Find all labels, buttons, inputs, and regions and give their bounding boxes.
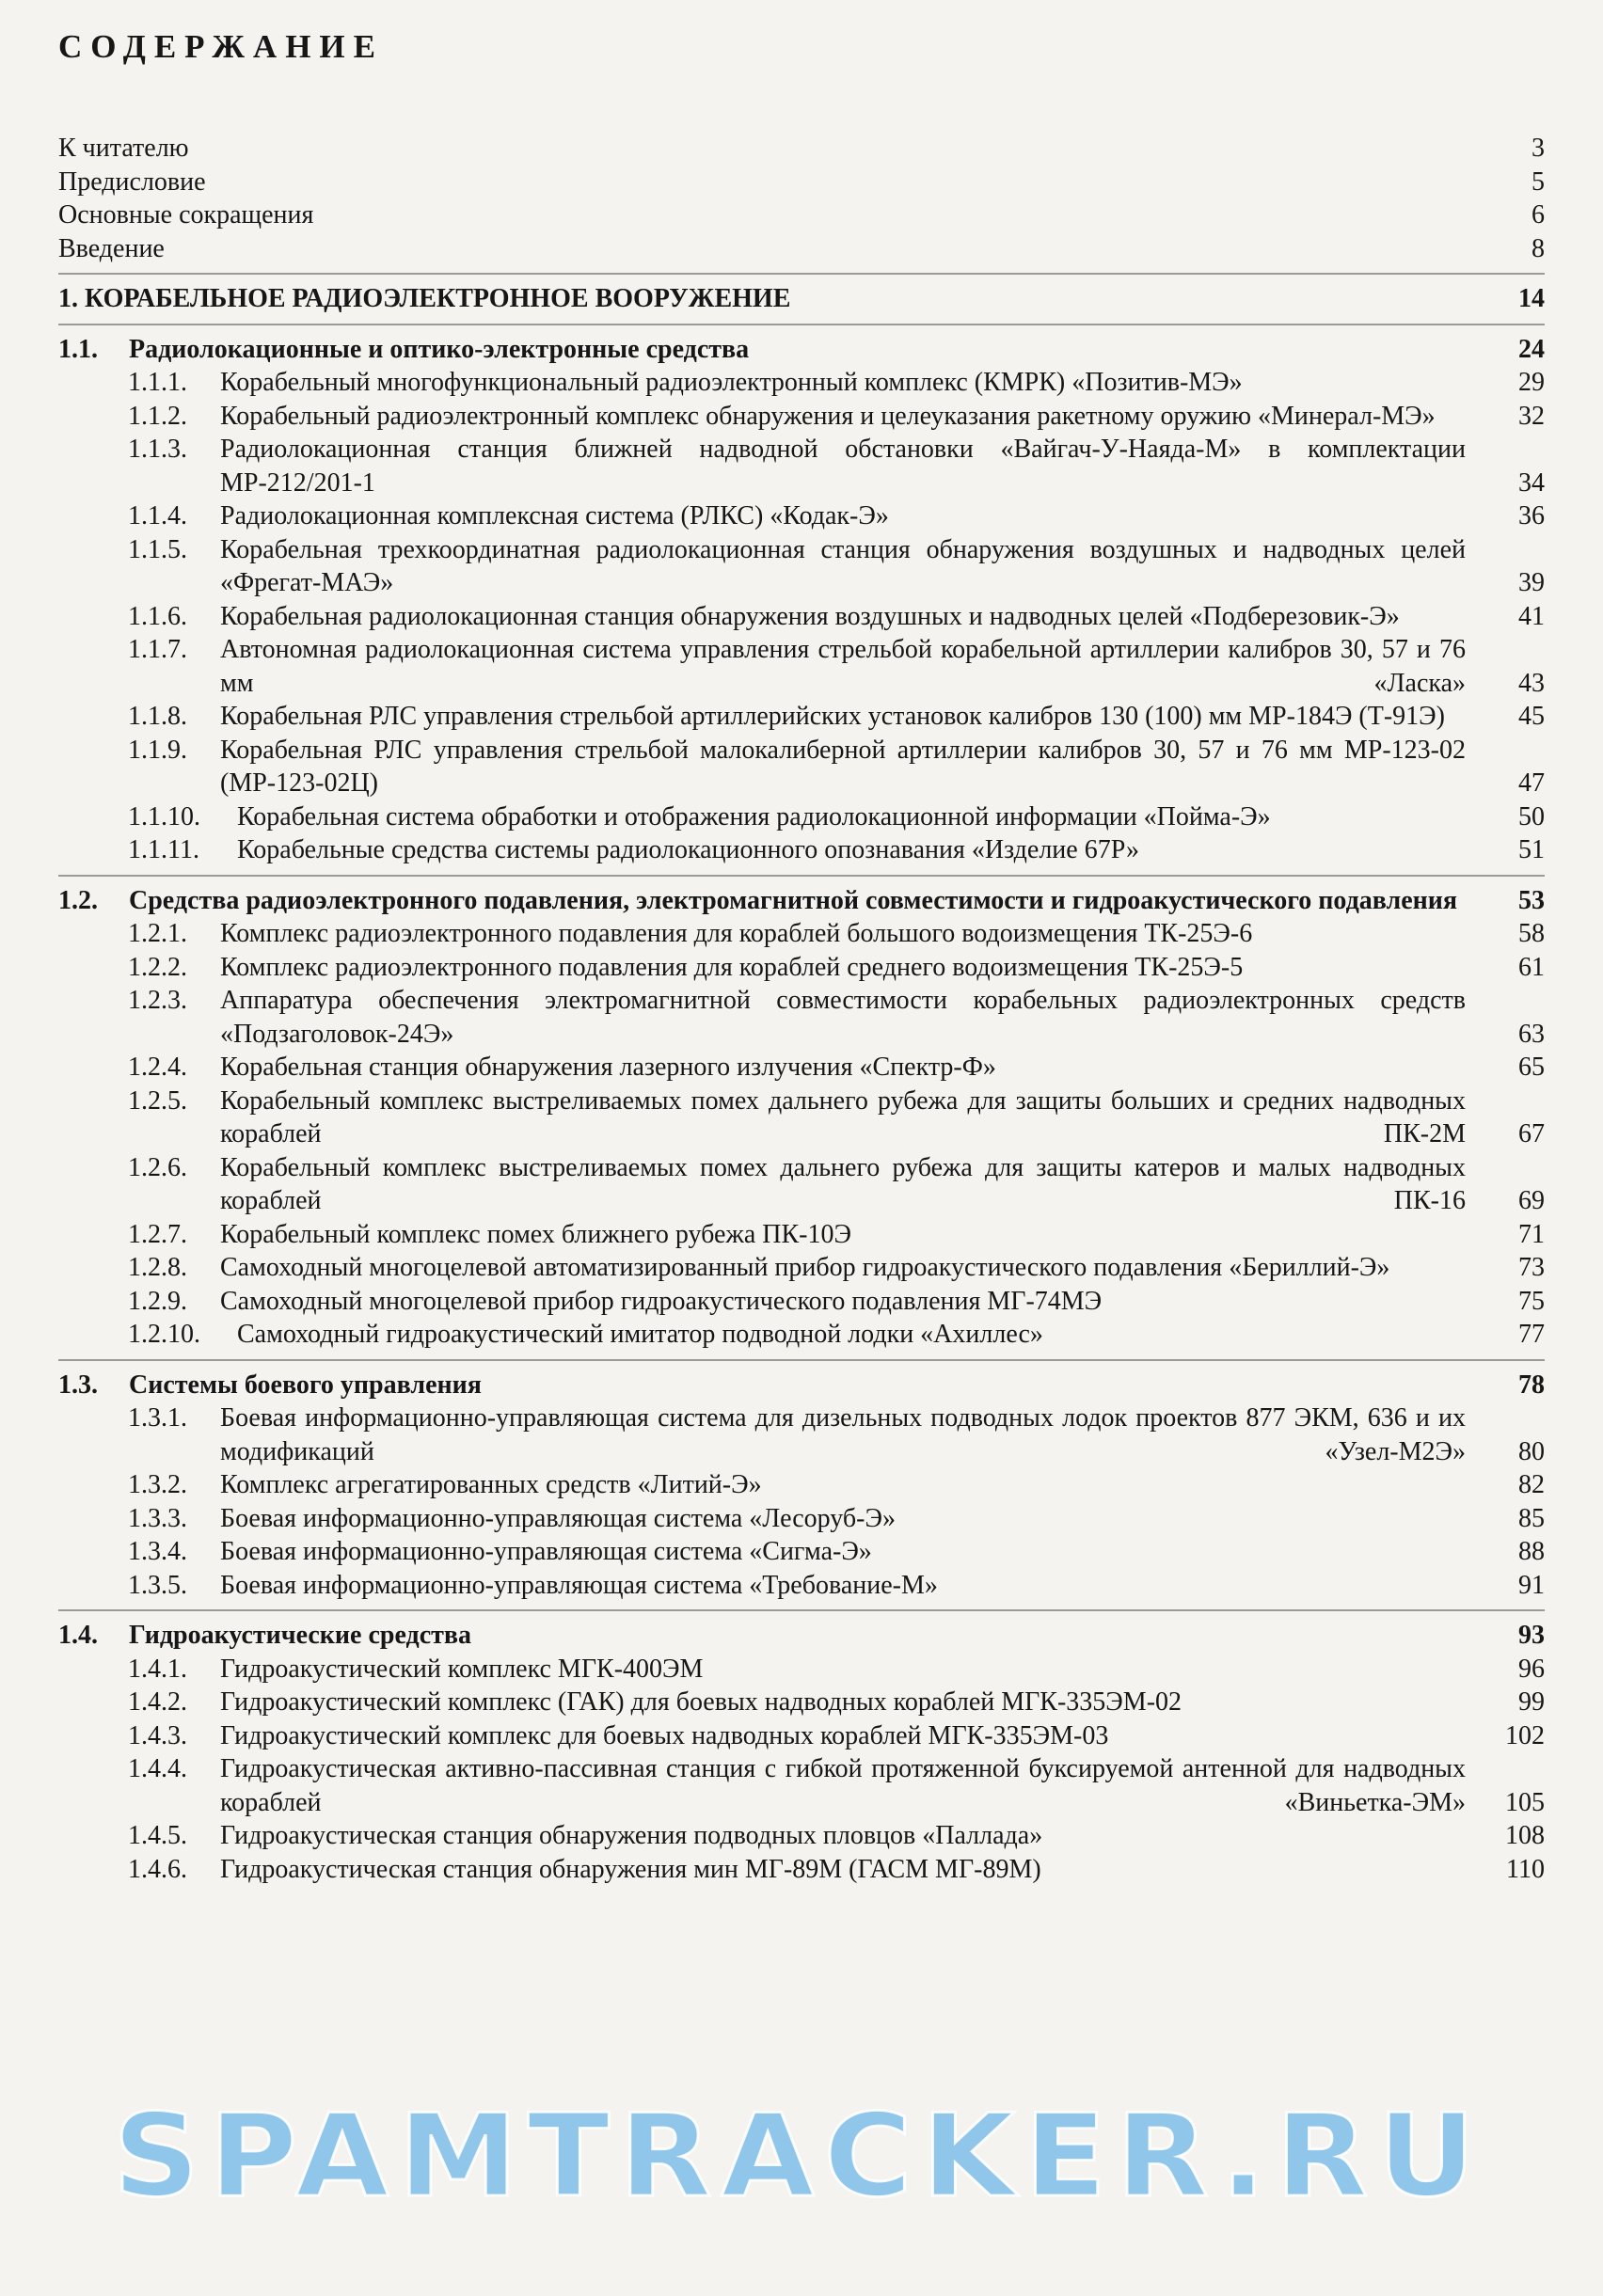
toc-entry <box>128 366 1545 400</box>
divider <box>58 1609 1545 1611</box>
entry-title-text: Комплекс радиоэлектронного подавления для кораблей среднего водоизмещения ТК-25Э-5 <box>220 952 1244 982</box>
page-number: 53 <box>1518 885 1545 915</box>
page-number: 43 <box>1518 668 1545 698</box>
toc-entry <box>128 1686 1545 1719</box>
toc-entry <box>128 1251 1545 1285</box>
entry-title <box>58 282 1466 316</box>
entry-title-text: Гидроакустический комплекс (ГАК) для боевых надводных кораблей МГК-335ЭМ-02 <box>220 1687 1182 1717</box>
entry-number: 1.2.7. <box>128 1219 187 1249</box>
entry-number: 1.4.6. <box>128 1854 187 1884</box>
entry-number: 1.1.2. <box>128 401 187 431</box>
toc-entry <box>128 400 1545 434</box>
page-number: 50 <box>1518 801 1545 831</box>
entry-title-text: Комплекс агрегатированных средств «Литий-Э» <box>220 1470 762 1499</box>
entry-title-text: Гидроакустический комплекс МГК-400ЭМ <box>220 1654 704 1684</box>
entry-title <box>220 1569 1466 1603</box>
entry-title-text: Боевая информационно-управляющая система для дизельных подводных лодок проектов 877 ЭКМ, 636 и их модификаций «Узел-М2Э» <box>220 1403 1466 1466</box>
entry-title <box>220 1653 1466 1686</box>
entry-title <box>220 1819 1466 1853</box>
entry-number: 1.4.5. <box>128 1821 187 1850</box>
page-number: 51 <box>1518 835 1545 864</box>
entry-number: 1.1.5. <box>128 534 187 564</box>
page-title: СОДЕРЖАНИЕ <box>58 28 385 65</box>
entry-title <box>220 700 1466 734</box>
divider <box>58 273 1545 275</box>
toc-entry <box>128 700 1545 734</box>
toc-entry <box>58 333 1545 367</box>
entry-title-text: 1. КОРАБЕЛЬНОЕ РАДИОЭЛЕКТРОННОЕ ВООРУЖЕНИЕ <box>58 284 791 313</box>
page-number: 6 <box>1532 200 1545 230</box>
toc-entry <box>128 951 1545 985</box>
toc-entry <box>128 1051 1545 1085</box>
entry-title <box>220 433 1466 499</box>
entry-title <box>220 951 1466 985</box>
toc-entry <box>128 1502 1545 1536</box>
entry-title <box>220 633 1466 700</box>
toc-entry <box>128 800 1545 834</box>
toc-entry <box>128 633 1545 700</box>
entry-title <box>220 1719 1466 1753</box>
entry-title <box>129 333 1466 367</box>
page-number: 102 <box>1505 1720 1545 1750</box>
entry-number: 1.1.1. <box>128 368 187 397</box>
entry-title <box>220 1752 1466 1819</box>
page-number: 80 <box>1518 1436 1545 1466</box>
toc-entry <box>128 1853 1545 1887</box>
entry-title <box>58 198 1466 232</box>
page-number: 96 <box>1518 1654 1545 1684</box>
entry-number: 1.3.5. <box>128 1570 187 1600</box>
toc-entry <box>128 833 1545 867</box>
entry-title-text: Боевая информационно-управляющая система «Лесоруб-Э» <box>220 1503 896 1533</box>
toc-entry <box>58 132 1545 166</box>
toc-entry <box>128 1819 1545 1853</box>
toc-entry <box>128 1151 1545 1218</box>
divider <box>58 324 1545 325</box>
entry-number: 1.1.8. <box>128 702 187 731</box>
toc-entry <box>128 1569 1545 1603</box>
page-number: 93 <box>1518 1621 1545 1650</box>
entry-title <box>129 884 1466 918</box>
toc-entry <box>58 1619 1545 1653</box>
entry-title <box>220 1085 1466 1151</box>
entry-title <box>58 166 1466 199</box>
entry-title <box>220 734 1466 800</box>
page-number: 91 <box>1518 1570 1545 1600</box>
divider <box>58 875 1545 877</box>
entry-title-text: Корабельная система обработки и отображения радиолокационной информации «Пойма-Э» <box>237 801 1271 831</box>
toc-entry <box>58 166 1545 199</box>
entry-title <box>220 1285 1466 1319</box>
entry-title-text: Гидроакустическая активно-пассивная станция с гибкой протяженной буксируемой антенной для надводных кораблей «Виньетка-ЭМ» <box>220 1754 1466 1817</box>
entry-title-text: Самоходный гидроакустический имитатор подводной лодки «Ахиллес» <box>237 1320 1043 1349</box>
entry-title-text: Средства радиоэлектронного подавления, электромагнитной совместимости и гидроакустического подавления <box>129 885 1458 915</box>
entry-title-text: Самоходный многоцелевой прибор гидроакустического подавления МГ-74МЭ <box>220 1286 1103 1316</box>
entry-title <box>220 1535 1466 1569</box>
entry-number: 1.2.9. <box>128 1286 187 1316</box>
entry-number: 1.4. <box>58 1621 98 1650</box>
entry-number: 1.2.8. <box>128 1253 187 1282</box>
entry-title <box>220 499 1466 533</box>
entry-title <box>220 1218 1466 1252</box>
entry-number: 1.1.9. <box>128 735 187 765</box>
entry-number: 1.3.2. <box>128 1470 187 1499</box>
page-number: 99 <box>1518 1687 1545 1717</box>
entry-title-text: Корабельная трехкоординатная радиолокационная станция обнаружения воздушных и надводных целей «Фрегат-МАЭ» <box>220 534 1466 597</box>
watermark: SPAMTRACKER.RU <box>113 2089 1485 2224</box>
toc-entry <box>128 1535 1545 1569</box>
entry-title <box>129 1619 1466 1653</box>
entry-number: 1.2. <box>58 885 98 915</box>
entry-title-text: Системы боевого управления <box>129 1370 482 1400</box>
entry-title-text: Корабельный комплекс выстреливаемых помех дальнего рубежа для защиты больших и средних надводных кораблей ПК-2М <box>220 1085 1466 1148</box>
table-of-contents <box>0 132 1603 1886</box>
entry-number: 1.3. <box>58 1370 98 1400</box>
page-number: 69 <box>1518 1186 1545 1215</box>
entry-title <box>220 533 1466 600</box>
entry-title <box>220 1051 1466 1085</box>
toc-entry <box>128 1468 1545 1502</box>
entry-title-text: Корабельный многофункциональный радиоэлектронный комплекс (КМРК) «Позитив-МЭ» <box>220 368 1243 397</box>
entry-title-text: Автономная радиолокационная система управления стрельбой корабельной артиллерии калибров 30, 57 и 76 мм «Ласка» <box>220 635 1466 698</box>
entry-number: 1.2.4. <box>128 1053 187 1082</box>
page-number: 29 <box>1518 368 1545 397</box>
entry-title-text: Боевая информационно-управляющая система «Сигма-Э» <box>220 1537 872 1566</box>
page-number: 47 <box>1518 768 1545 798</box>
entry-number: 1.3.3. <box>128 1503 187 1533</box>
entry-title-text: Корабельный комплекс выстреливаемых помех дальнего рубежа для защиты катеров и малых надводных кораблей ПК-16 <box>220 1152 1466 1215</box>
entry-number: 1.2.6. <box>128 1152 187 1182</box>
page-number: 67 <box>1518 1119 1545 1148</box>
entry-title-text: Корабельная радиолокационная станция обнаружения воздушных и надводных целей «Подберезовик-Э» <box>220 601 1400 631</box>
toc-entry <box>128 734 1545 800</box>
entry-number: 1.1.11. <box>128 835 199 864</box>
entry-title <box>220 1853 1466 1887</box>
entry-title <box>220 600 1466 634</box>
entry-title-text: Корабельная станция обнаружения лазерного излучения «Спектр-Ф» <box>220 1053 996 1082</box>
entry-number: 1.1. <box>58 334 98 364</box>
entry-title-text: Радиолокационная станция ближней надводной обстановки «Вайгач-У-Наяда-М» в комплектации МР-212/201-1 <box>220 435 1466 498</box>
page-number: 3 <box>1532 134 1545 163</box>
entry-title-text: Корабельная РЛС управления стрельбой малокалиберной артиллерии калибров 30, 57 и 76 мм МР-123-02 (МР-123-02Ц) <box>220 735 1466 798</box>
entry-title <box>58 132 1466 166</box>
page-number: 61 <box>1518 952 1545 982</box>
entry-number: 1.3.1. <box>128 1403 187 1433</box>
toc-entry <box>128 600 1545 634</box>
entry-title-text: Гидроакустические средства <box>129 1621 472 1650</box>
entry-title-text: Радиолокационная комплексная система (РЛКС) «Кодак-Э» <box>220 501 889 530</box>
page-number: 5 <box>1532 166 1545 197</box>
entry-number: 1.2.3. <box>128 986 187 1015</box>
entry-title <box>220 1686 1466 1719</box>
page-number: 45 <box>1518 702 1545 731</box>
entry-number: 1.1.4. <box>128 501 187 530</box>
entry-title <box>237 1318 1466 1352</box>
page-number: 39 <box>1518 568 1545 597</box>
entry-title <box>220 1468 1466 1502</box>
entry-title <box>220 1401 1466 1468</box>
page-number: 78 <box>1518 1370 1545 1400</box>
page-number: 63 <box>1518 1019 1545 1049</box>
entry-title-text: Корабельная РЛС управления стрельбой артиллерийских установок калибров 130 (100) мм МР-184Э (Т-91Э) <box>220 702 1445 731</box>
page-number: 41 <box>1518 601 1545 631</box>
toc-entry <box>128 1719 1545 1753</box>
entry-title-text: Аппаратура обеспечения электромагнитной совместимости корабельных радиоэлектронных средств «Подзаголовок-24Э» <box>220 986 1466 1049</box>
entry-number: 1.4.4. <box>128 1754 187 1783</box>
page-number: 58 <box>1518 919 1545 948</box>
toc-entry <box>128 917 1545 951</box>
entry-number: 1.2.2. <box>128 952 187 982</box>
page-number: 88 <box>1518 1537 1545 1566</box>
entry-title-text: Боевая информационно-управляющая система «Требование-М» <box>220 1570 938 1600</box>
toc-entry <box>128 984 1545 1051</box>
divider <box>58 1359 1545 1361</box>
entry-number: 1.1.10. <box>128 801 200 831</box>
page-number: 82 <box>1518 1470 1545 1499</box>
toc-entry <box>58 1369 1545 1402</box>
entry-title-text: Корабельные средства системы радиолокационного опознавания «Изделие 67Р» <box>237 835 1139 864</box>
entry-title-text: Гидроакустическая станция обнаружения подводных пловцов «Паллада» <box>220 1821 1043 1850</box>
toc-entry <box>128 533 1545 600</box>
entry-number: 1.2.1. <box>128 919 187 948</box>
entry-title-text: Гидроакустический комплекс для боевых надводных кораблей МГК-335ЭМ-03 <box>220 1720 1109 1750</box>
entry-title <box>237 833 1466 867</box>
page-number: 14 <box>1518 284 1545 313</box>
entry-number: 1.4.3. <box>128 1720 187 1750</box>
toc-entry <box>128 433 1545 499</box>
page-number: 105 <box>1505 1787 1545 1817</box>
entry-title-text: Гидроакустическая станция обнаружения мин МГ-89М (ГАСМ МГ-89М) <box>220 1854 1041 1884</box>
entry-title-text: Корабельный радиоэлектронный комплекс обнаружения и целеуказания ракетному оружию «Минерал-МЭ» <box>220 401 1436 431</box>
entry-number: 1.3.4. <box>128 1537 187 1566</box>
entry-title-text: Корабельный комплекс помех ближнего рубежа ПК-10Э <box>220 1219 851 1249</box>
toc-entry <box>128 1318 1545 1352</box>
toc-entry <box>58 198 1545 232</box>
entry-number: 1.4.2. <box>128 1687 187 1717</box>
entry-title <box>129 1369 1466 1402</box>
entry-number: 1.2.10. <box>128 1320 200 1349</box>
toc-entry <box>128 1752 1545 1819</box>
entry-title-text: Самоходный многоцелевой автоматизированный прибор гидроакустического подавления «Бериллий-Э» <box>220 1253 1390 1282</box>
entry-title <box>220 400 1466 434</box>
entry-title <box>237 800 1466 834</box>
toc-entry <box>128 1401 1545 1468</box>
page-number: 8 <box>1532 233 1545 263</box>
page-number: 77 <box>1518 1320 1545 1349</box>
entry-title-text: Предисловие <box>58 166 206 197</box>
page-number: 108 <box>1505 1821 1545 1850</box>
entry-number: 1.1.6. <box>128 601 187 631</box>
toc-entry <box>58 232 1545 266</box>
page-number: 36 <box>1518 501 1545 530</box>
toc-entry <box>58 884 1545 918</box>
toc-entry <box>128 1085 1545 1151</box>
entry-title <box>220 366 1466 400</box>
entry-title <box>220 984 1466 1051</box>
entry-title <box>220 917 1466 951</box>
page-number: 75 <box>1518 1286 1545 1316</box>
entry-title-text: К читателю <box>58 134 189 163</box>
toc-entry <box>128 499 1545 533</box>
page-number: 65 <box>1518 1053 1545 1082</box>
page-number: 85 <box>1518 1503 1545 1533</box>
entry-number: 1.1.7. <box>128 635 187 664</box>
entry-title-text: Основные сокращения <box>58 200 314 230</box>
entry-number: 1.1.3. <box>128 435 187 464</box>
page-number: 110 <box>1506 1854 1545 1884</box>
toc-entry <box>128 1285 1545 1319</box>
entry-title-text: Комплекс радиоэлектронного подавления для кораблей большого водоизмещения ТК-25Э-6 <box>220 919 1253 948</box>
entry-title <box>220 1251 1466 1285</box>
entry-title-text: Введение <box>58 233 165 263</box>
entry-title <box>220 1502 1466 1536</box>
toc-entry <box>128 1653 1545 1686</box>
page-number: 24 <box>1518 334 1545 364</box>
toc-entry <box>58 282 1545 316</box>
entry-title <box>58 232 1466 266</box>
entry-title <box>220 1151 1466 1218</box>
page-number: 71 <box>1518 1219 1545 1249</box>
toc-entry <box>128 1218 1545 1252</box>
entry-title-text: Радиолокационные и оптико-электронные средства <box>129 334 750 364</box>
page-number: 73 <box>1518 1253 1545 1282</box>
entry-number: 1.2.5. <box>128 1085 187 1116</box>
entry-number: 1.4.1. <box>128 1654 187 1684</box>
page-number: 34 <box>1518 467 1545 498</box>
page-number: 32 <box>1518 401 1545 431</box>
